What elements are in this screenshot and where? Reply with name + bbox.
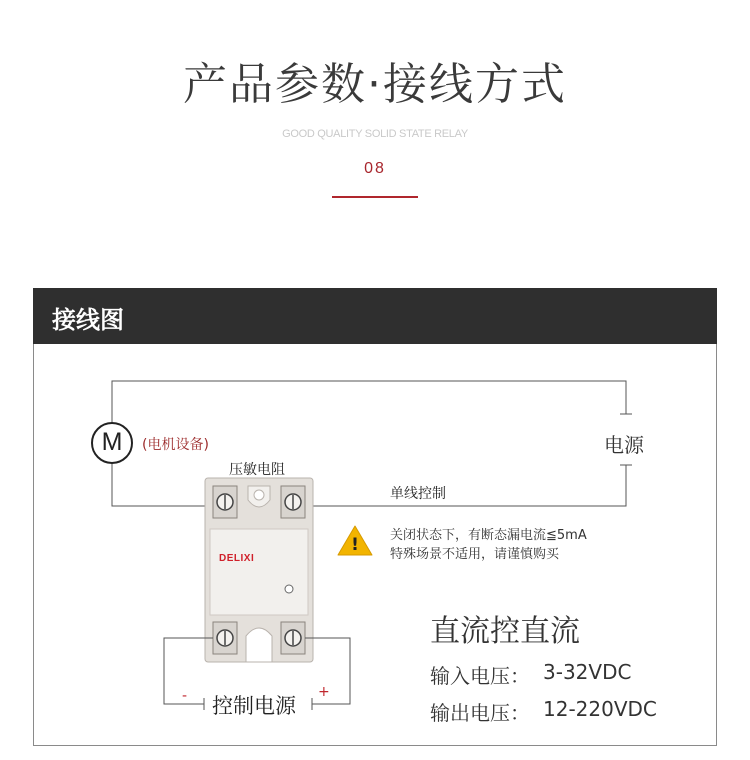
power-label: 电源 (604, 433, 644, 457)
varistor-label: 压敏电阻 (229, 462, 285, 478)
page-subtitle: GOOD QUALITY SOLID STATE RELAY (282, 128, 468, 140)
single-wire-label: 单线控制 (390, 486, 446, 502)
output-voltage-value: 12-220VDC (543, 697, 657, 721)
motor-label: (电机设备) (142, 437, 209, 453)
input-voltage-value: 3-32VDC (543, 660, 632, 684)
control-power-label: 控制电源 (212, 694, 296, 718)
relay-module (205, 478, 313, 662)
panel-title: 接线图 (52, 306, 124, 334)
warning-line-1: 关闭状态下，有断态漏电流≦5mA (390, 528, 587, 543)
control-mode-title: 直流控直流 (430, 614, 580, 649)
plus-sign: + (318, 684, 330, 700)
motor-symbol: M (101, 428, 123, 456)
section-number: 08 (364, 160, 386, 177)
input-voltage-label: 输入电压： (430, 664, 530, 688)
page-title: 产品参数·接线方式 (183, 59, 567, 110)
output-voltage-label: 输出电压： (430, 701, 530, 725)
warning-line-2: 特殊场景不适用，请谨慎购买 (390, 547, 560, 562)
status-led (285, 585, 293, 593)
warning-icon-glyph: ! (351, 535, 359, 555)
brand-logo: DELIXI (219, 553, 255, 564)
minus-sign: - (182, 688, 188, 704)
